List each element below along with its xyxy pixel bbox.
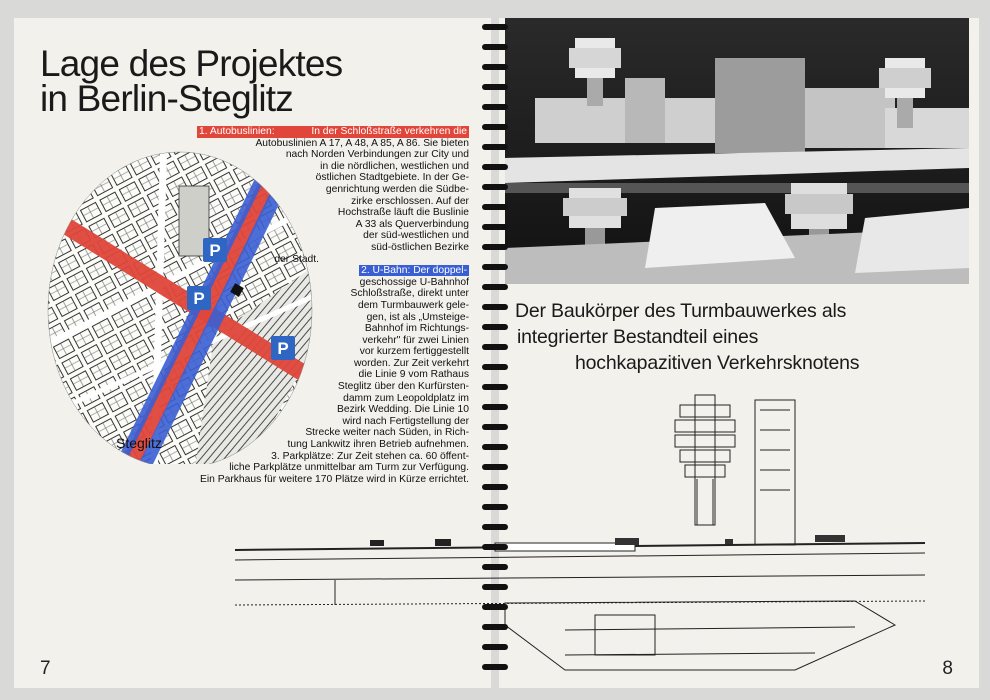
architectural-model-image: [505, 18, 969, 284]
building-section-svg: [235, 375, 925, 675]
title-line-2: in Berlin-Steglitz: [40, 78, 293, 119]
svg-text:P: P: [277, 339, 289, 358]
cross-section-drawing: [235, 375, 925, 680]
page-number-right: 8: [942, 658, 953, 679]
svg-text:P: P: [209, 241, 221, 260]
ubahn-heading: 2. U-Bahn: Der doppel-: [361, 265, 467, 277]
bus-lines-heading: 1. Autobuslinien: In der Schloßstraße verkehren die: [199, 126, 467, 137]
location-text: 1. Autobuslinien: In der Schloßstraße verkehren die Autobuslinien A 17, A 48, A 85, A 86. Sie bieten nach Norden Verbindungen zur City und in die nördlichen, westlichen und östlichen Stadtgebiete. In der Ge- genrichtung werden die Südbe- zirke erschlossen. Auf der Hochstraße läuft die Buslinie A 33 als Querverbindung der süd-westlichen und süd-östlichen Bezirke der Stadt. 2. U-Bahn: Der doppel- geschossige U-Bahnhof Schloßstraße, direkt unter dem Turmbauwerk gele- gen, ist als „Umsteige- Bahnhof im Richtungs- verkehr" für zwei Linien vor kurzem fertiggestellt worden. Zur Zeit verkehrt die Linie 9 vom Rathaus Steglitz über den Kurfürsten- damm zum Leopoldplatz im Bezirk Wedding. Die Linie 10 wird nach Fertigstellung der Strecke weiter nach Süden, in Rich- tung Lankwitz ihren Betrieb aufnehmen. 3. Parkplätze: Zur Zeit stehen ca. 60 öffent- liche Parkplätze unmittelbar am Turm zur Verfügung. Ein Parkhaus für weitere 170 Plätze wird in Kürze errichtet.: [199, 126, 469, 485]
model-photo: [505, 18, 969, 284]
map-label-steglitz: Steglitz: [116, 435, 162, 451]
section-heading: Der Baukörper des Turmbauwerkes als integrierter Bestandteil eines hochkapazitiven Verkehrsknotens: [515, 300, 860, 374]
page-number-left: 7: [40, 658, 51, 679]
page-title: [40, 43, 343, 119]
title-line-1: Lage des Projektes: [40, 43, 343, 84]
spiral-binding: [480, 18, 510, 688]
svg-text:P: P: [193, 289, 205, 308]
